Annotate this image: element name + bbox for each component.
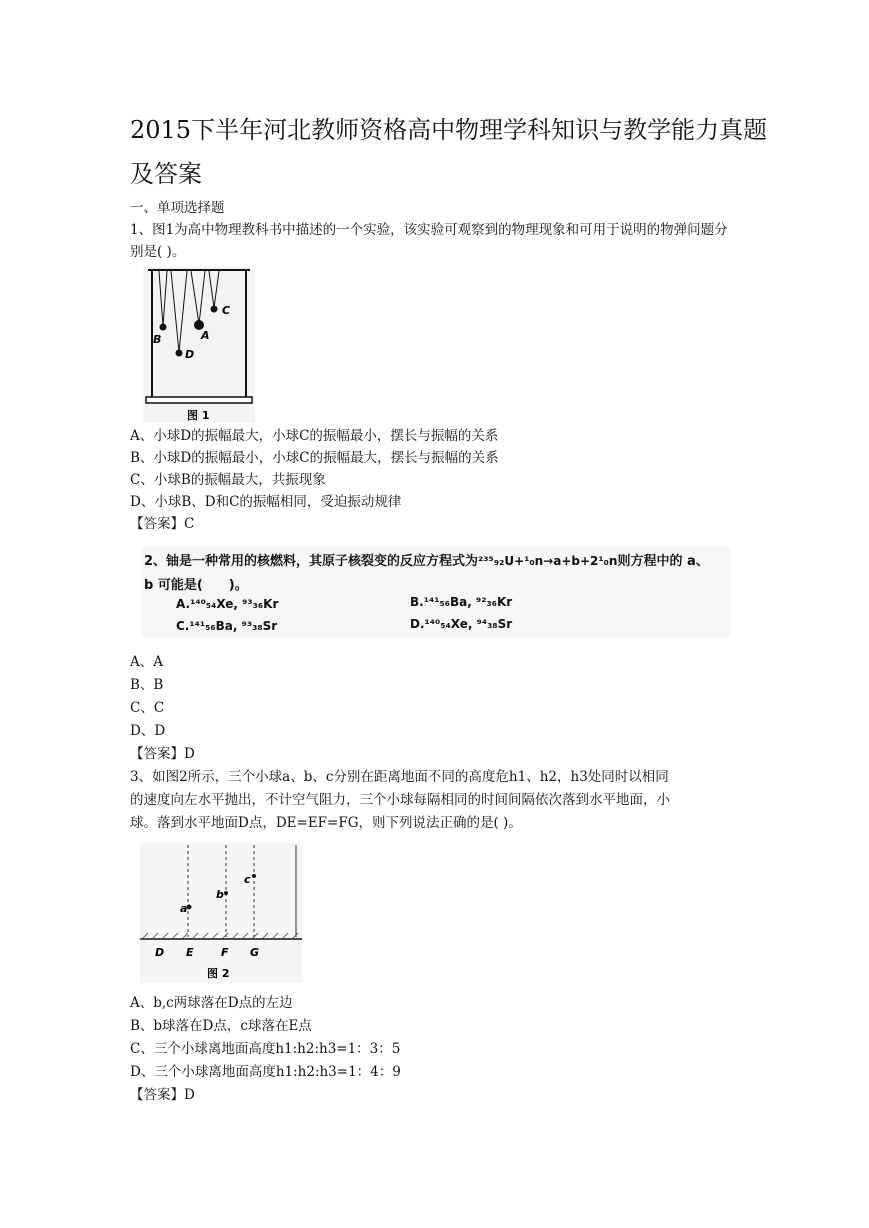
section-heading: 一、单项选择题 xyxy=(130,200,225,216)
figure-2-ball-a: a xyxy=(180,902,188,915)
q2-image-line1: 2、铀是一种常用的核燃料，其原子核裂变的反应方程式为 xyxy=(144,554,479,569)
q2-image-choice-c: C.¹⁴¹₅₆Ba, ⁹³₃₈Sr xyxy=(176,619,278,633)
document-title: 2015下半年河北教师资格高中物理学科知识与教学能力真题及答案 xyxy=(130,116,768,188)
q1-option-a: A、小球D的振幅最大，小球C的振幅最小，摆长与振幅的关系 xyxy=(130,428,499,444)
figure-1-pendulums xyxy=(143,267,255,422)
figure-1-label-d: D xyxy=(185,348,195,361)
q1-option-c: C、小球B的振幅最大，共振现象 xyxy=(130,472,326,488)
q2-image-line1-end: 则方程中的 a、 xyxy=(617,554,709,569)
q2-image-choice-b: B.¹⁴¹₅₆Ba, ⁹²₃₆Kr xyxy=(410,595,513,609)
q2-option-c: C、C xyxy=(130,700,165,716)
question-1-stem: 1、图1为高中物理教科书中描述的一个实验，该实验可观察到的物理现象和可用于说明的物弹问题分别是( )。 xyxy=(130,222,728,260)
figure-2-point-f: F xyxy=(221,946,229,959)
figure-2-point-g: G xyxy=(250,946,260,959)
q3-stem-line-3: 球。落到水平地面D点，DE=EF=FG，则下列说法正确的是( )。 xyxy=(130,815,522,831)
q3-stem-line-1: 3、如图2所示，三个小球a、b、c分别在距离地面不同的高度危h1、h2，h3处同时以相同 xyxy=(130,769,669,785)
q2-option-b: B、B xyxy=(130,677,164,693)
q2-option-a: A、A xyxy=(130,654,163,670)
figure-2-ball-b: b xyxy=(216,888,224,901)
q2-image-choice-a: A.¹⁴⁰₅₄Xe, ⁹³₃₆Kr xyxy=(176,597,279,611)
q3-option-b: B、b球落在D点，c球落在E点 xyxy=(130,1018,312,1034)
figure-2-point-e: E xyxy=(186,946,194,959)
q2-answer: 【答案】D xyxy=(130,746,195,762)
figure-2-point-d: D xyxy=(155,946,165,959)
q3-option-c: C、三个小球离地面高度h1:h2:h3=1：3：5 xyxy=(130,1041,401,1057)
figure-1-caption: 图 1 xyxy=(187,409,210,422)
q2-image-choice-d: D.¹⁴⁰₅₄Xe, ⁹⁴₃₈Sr xyxy=(410,617,513,631)
q3-stem-line-2: 的速度向左水平抛出，不计空气阻力，三个小球每隔相同的时间间隔依次落到水平地面，小 xyxy=(130,792,670,808)
figure-1-label-b: B xyxy=(153,333,162,346)
q1-option-d: D、小球B、D和C的振幅相同，受迫振动规律 xyxy=(130,494,402,510)
figure-2-ball-c: c xyxy=(244,873,251,886)
q2-image-line2: b 可能是( )。 xyxy=(144,578,248,593)
q3-option-d: D、三个小球离地面高度h1:h2:h3=1：4：9 xyxy=(130,1064,401,1080)
figure-1-label-c: C xyxy=(222,304,231,317)
figure-2-projectiles xyxy=(140,843,302,983)
figure-1-label-a: A xyxy=(201,329,210,342)
q1-answer: 【答案】C xyxy=(130,516,195,532)
q3-answer: 【答案】D xyxy=(130,1087,195,1103)
figure-2-caption: 图 2 xyxy=(207,967,230,980)
q2-image-equation: ²³⁵₉₂U+¹₀n→a+b+2¹₀n xyxy=(478,554,618,568)
q2-option-d: D、D xyxy=(130,723,166,739)
q1-option-b: B、小球D的振幅最小，小球C的振幅最大，摆长与振幅的关系 xyxy=(130,450,499,466)
question-2-image xyxy=(142,547,730,637)
q3-option-a: A、b,c两球落在D点的左边 xyxy=(130,995,293,1011)
